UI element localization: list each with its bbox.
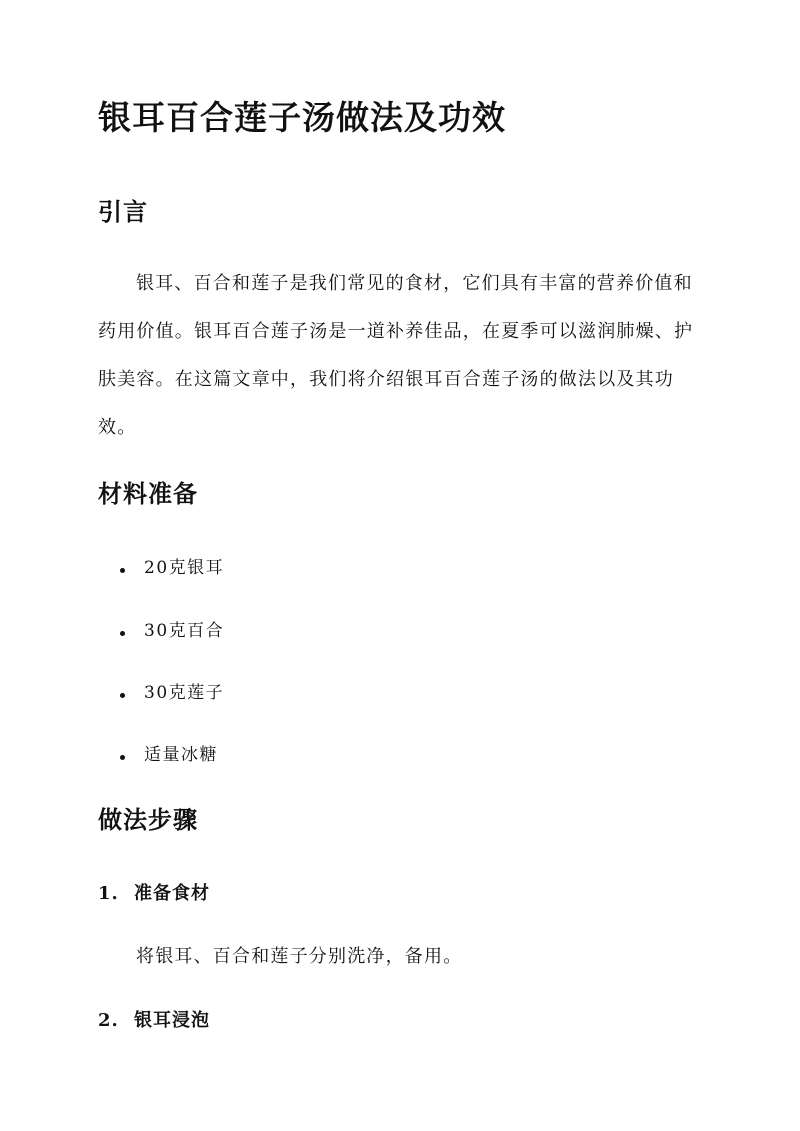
section-heading-intro: 引言 <box>98 197 148 226</box>
list-item-text: 适量冰糖 <box>144 745 218 765</box>
intro-paragraph: 银耳、百合和莲子是我们常见的食材，它们具有丰富的营养价值和药用价值。银耳百合莲子汤是一道补养佳品，在夏季可以滋润肺燥、护肤美容。在这篇文章中，我们将介绍银耳百合莲子汤的做法以及其功效。 <box>98 273 694 438</box>
step-text-1: 将银耳、百合和莲子分别洗净，备用。 <box>136 946 463 967</box>
step-title: 银耳浸泡 <box>134 1010 210 1031</box>
list-item-text: 30克莲子 <box>144 683 225 703</box>
step-title: 准备食材 <box>134 883 210 904</box>
bullet-icon <box>120 568 125 573</box>
page-title: 银耳百合莲子汤做法及功效 <box>98 98 506 137</box>
section-heading-steps: 做法步骤 <box>98 805 198 834</box>
list-item <box>120 679 224 707</box>
list-item <box>120 617 224 645</box>
list-item-text: 20克银耳 <box>144 558 225 578</box>
list-item-text: 30克百合 <box>144 621 225 641</box>
step-number: 2. <box>98 1010 119 1031</box>
section-heading-materials: 材料准备 <box>98 479 198 508</box>
step-number: 1. <box>98 883 119 904</box>
list-item <box>120 554 224 582</box>
step-heading-1 <box>98 880 210 908</box>
list-item <box>120 741 218 769</box>
bullet-icon <box>120 631 125 636</box>
bullet-icon <box>120 755 125 760</box>
bullet-icon <box>120 693 125 698</box>
step-heading-2 <box>98 1007 210 1035</box>
